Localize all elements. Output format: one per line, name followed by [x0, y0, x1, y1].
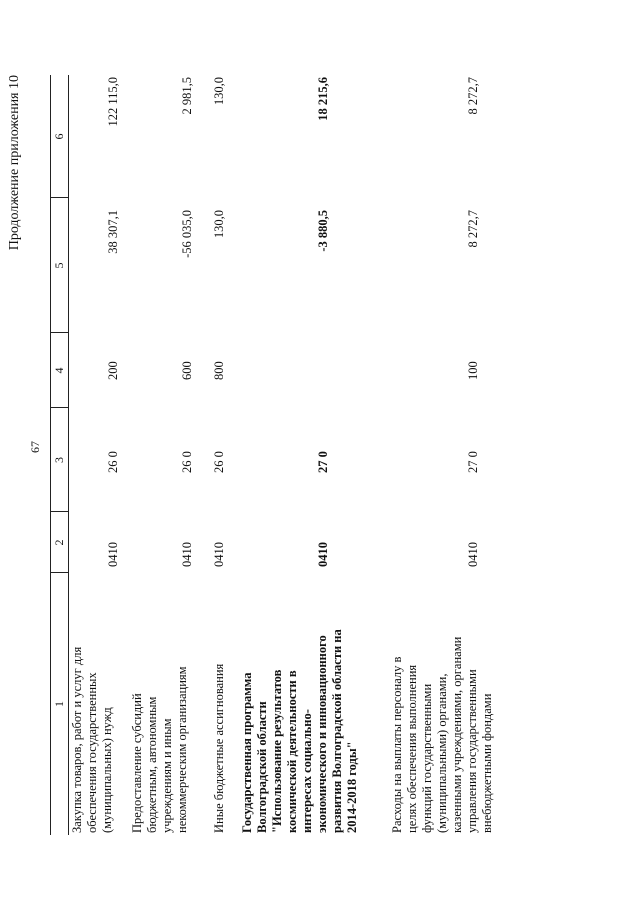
row-name: Закупка товаров, работ и услуг для обеспечения государственных (муниципальных) нужд: [70, 646, 114, 833]
row-change: -56 035,0: [180, 210, 194, 258]
appendix-continuation-label: Продолжение приложения 10: [7, 75, 22, 251]
row-target: 26 0: [212, 451, 226, 473]
row-target: 27 0: [466, 451, 480, 473]
row-change: 130,0: [212, 210, 226, 239]
row-target: 26 0: [106, 451, 120, 473]
row-code: 0410: [106, 542, 120, 567]
row-total: 8 272,7: [466, 77, 480, 115]
row-target: 26 0: [180, 451, 194, 473]
row-total: 18 215,6: [316, 77, 330, 121]
row-total: 130,0: [212, 77, 226, 106]
row-code: 0410: [212, 542, 226, 567]
row-type: 200: [106, 361, 120, 380]
row-name: Иные бюджетные ассигнования: [212, 663, 226, 833]
row-name: Государственная программа Волгоградской области "Использование результатов космической деятельности в интересах социально- экономического и инновационного развития Волгоградской области на 2014-2018 годы": [240, 629, 359, 833]
header-bottom-border: [68, 75, 69, 835]
row-code: 0410: [466, 542, 480, 567]
row-target: 27 0: [316, 451, 330, 473]
row-type: 600: [180, 361, 194, 380]
header-col-3: 3: [52, 457, 66, 463]
row-change: -3 880,5: [316, 210, 330, 252]
row-change: 38 307,1: [106, 210, 120, 254]
page-number: 67: [28, 441, 42, 453]
header-col-6: 6: [52, 133, 66, 140]
table-top-border: [50, 75, 51, 835]
row-type: 800: [212, 361, 226, 380]
row-type: 100: [466, 361, 480, 380]
row-total: 2 981,5: [180, 77, 194, 115]
header-col-2: 2: [52, 539, 66, 546]
header-col-4: 4: [52, 367, 66, 374]
row-name: Предоставление субсидий бюджетным, автономным учреждениям и иным некоммерческим организациям: [130, 666, 189, 833]
header-col-5: 5: [52, 262, 66, 269]
row-code: 0410: [316, 542, 330, 567]
row-change: 8 272,7: [466, 210, 480, 248]
header-col-1: 1: [52, 701, 66, 707]
budget-table: [50, 75, 640, 835]
row-name: Расходы на выплаты персоналу в целях обеспечения выполнения функций государственными (муниципальными) органами, казенными учреждениями, органами управления государственными внебюджетными фондами: [390, 636, 494, 833]
row-total: 122 115,0: [106, 77, 120, 127]
row-code: 0410: [180, 542, 194, 567]
